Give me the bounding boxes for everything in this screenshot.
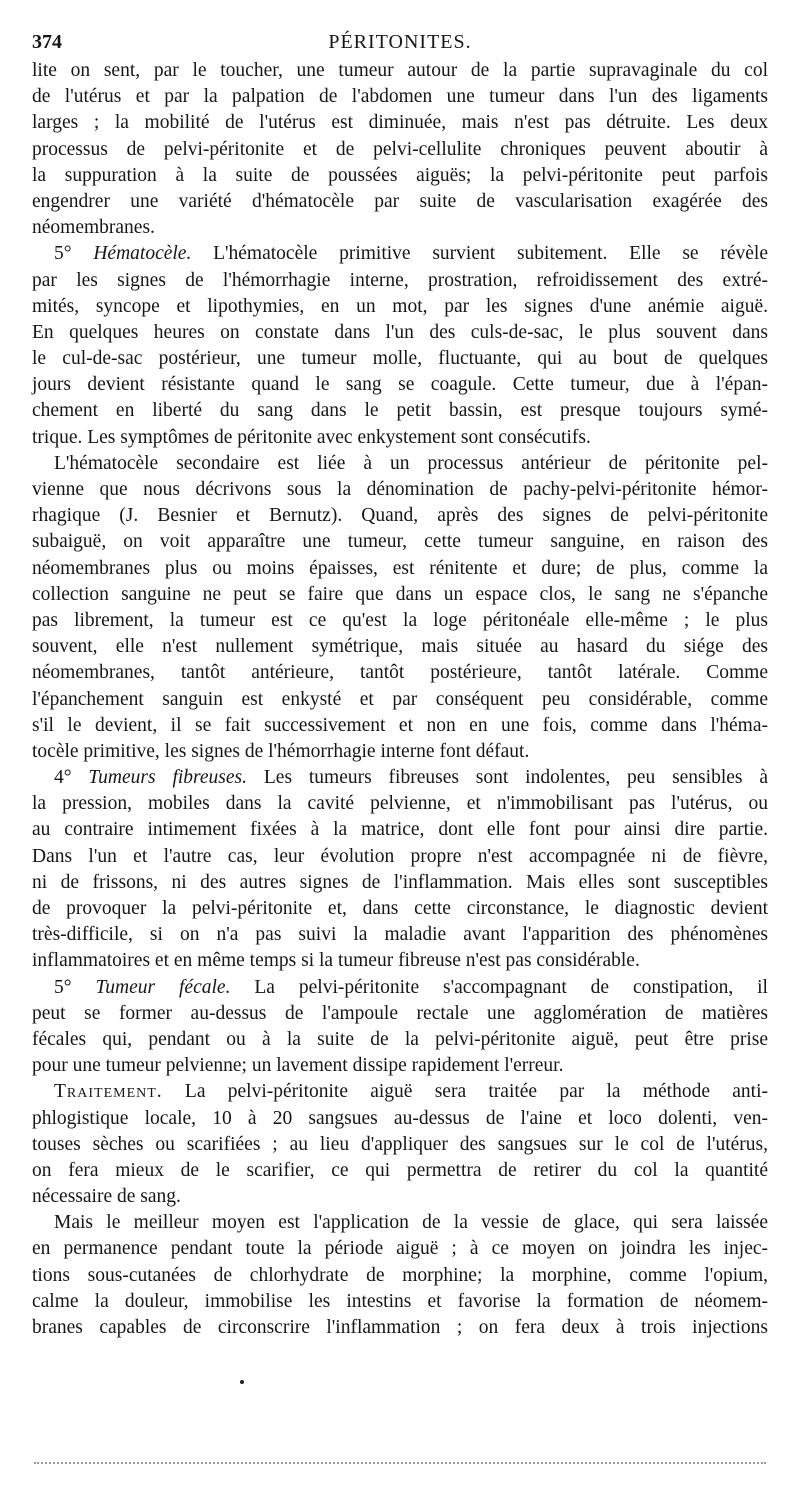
text-line: tions sous-cutanées de chlorhydrate de morphine; la morphine, comme l'opium, xyxy=(32,1264,768,1286)
paragraph-traitement xyxy=(32,1079,768,1210)
section-heading: Hématocèle. xyxy=(93,243,192,265)
text-line xyxy=(32,241,768,267)
section-heading: Tumeur fécale. xyxy=(95,976,231,998)
text-line: l'épanchement sanguin est enkysté et par conséquent peu considérable, comme xyxy=(32,688,768,710)
section-heading: Traitement. xyxy=(54,1081,163,1103)
text-line: peut se former au-dessus de l'ampoule rectale une agglomération de matières xyxy=(32,1002,768,1024)
text-run: La pelvi-péritonite s'accompagnant de constipation, il xyxy=(230,976,768,998)
running-title: PÉRITONITES. xyxy=(328,31,472,53)
section-number: 5° xyxy=(54,976,96,998)
text-line: larges ; la mobilité de l'utérus est diminuée, mais n'est pas détruite. Les deux xyxy=(32,112,768,134)
text-line: lite on sent, par le toucher, une tumeur autour de la partie supravaginale du col xyxy=(32,60,768,81)
text-line: de l'utérus et par la palpation de l'abdomen une tumeur dans l'un des ligaments xyxy=(32,86,768,108)
paragraph-tumeur-fecale xyxy=(32,975,768,1080)
paragraph-hematocele-secondaire xyxy=(32,451,768,765)
section-heading: Tumeurs fibreuses. xyxy=(88,767,248,789)
book-page xyxy=(32,26,768,1341)
text-line: inflammatoires et en même temps si la tumeur fibreuse n'est pas considérable. xyxy=(32,950,640,972)
text-line: L'hématocèle secondaire est liée à un processus antérieur de péritonite pel- xyxy=(54,452,768,474)
text-line: jours devient résistante quand le sang se coagule. Cette tumeur, due à l'épan- xyxy=(32,374,768,396)
text-line: néomembranes plus ou moins épaisses, est rénitente et dure; de plus, comme la xyxy=(32,557,768,579)
text-line: la suppuration à la suite de poussées aiguës; la pelvi-péritonite peut parfois xyxy=(32,164,768,186)
section-number: 4° xyxy=(54,767,89,789)
text-line: calme la douleur, immobilise les intestins et favorise la formation de néomem- xyxy=(32,1290,768,1312)
text-line: par les signes de l'hémorrhagie interne, prostration, refroidissement des extré- xyxy=(32,269,768,291)
text-line: néomembranes. xyxy=(32,217,155,239)
text-line: néomembranes, tantôt antérieure, tantôt postérieure, tantôt latérale. Comme xyxy=(32,662,768,684)
text-run: La pelvi-péritonite aiguë sera traitée par la méthode anti- xyxy=(162,1081,768,1103)
text-line: de provoquer la pelvi-péritonite et, dans cette circonstance, le diagnostic devient xyxy=(32,898,768,919)
text-line: pas librement, la tumeur est ce qu'est la loge péritonéale elle-même ; le plus xyxy=(32,609,768,631)
text-line: la pression, mobiles dans la cavité pelvienne, et n'immobilisant pas l'utérus, ou xyxy=(32,793,768,815)
paragraph-hematocele xyxy=(32,241,768,451)
text-line: vienne que nous décrivons sous la dénomination de pachy-pelvi-péritonite hémor- xyxy=(32,479,768,500)
section-number: 5° xyxy=(54,243,94,265)
text-line: branes capables de circonscrire l'inflammation ; on fera deux à trois injections xyxy=(32,1317,768,1338)
text-line: souvent, elle n'est nullement symétrique, mais située au hasard du siége des xyxy=(32,636,768,658)
text-line: très-difficile, si on n'a pas suivi la maladie avant l'apparition des phénomènes xyxy=(32,924,768,946)
text-run: L'hématocèle primitive survient subitement. Elle se révèle xyxy=(191,243,768,265)
text-line: en permanence pendant toute la période aiguë ; à ce moyen on joindra les injec- xyxy=(32,1238,768,1260)
text-line: Mais le meilleur moyen est l'application de la vessie de glace, qui sera laissée xyxy=(54,1212,768,1234)
bottom-dotted-rule xyxy=(34,1462,766,1464)
text-line: tocèle primitive, les signes de l'hémorrhagie interne font défaut. xyxy=(32,740,530,762)
text-line: s'il le devient, il se fait successivement et non en une fois, comme dans l'héma- xyxy=(32,714,768,736)
ink-speck xyxy=(240,1380,244,1384)
text-line: fécales qui, pendant ou à la suite de la pelvi-péritonite aiguë, peut être prise xyxy=(32,1028,768,1050)
text-line: le cul-de-sac postérieur, une tumeur molle, fluctuante, qui au bout de quelques xyxy=(32,348,768,370)
text-line: En quelques heures on constate dans l'un des culs-de-sac, le plus souvent dans xyxy=(32,321,768,343)
text-line: processus de pelvi-péritonite et de pelvi-cellulite chroniques peuvent aboutir à xyxy=(32,138,768,160)
text-line: nécessaire de sang. xyxy=(32,1186,181,1208)
text-run: Les tumeurs fibreuses sont indolentes, peu sensibles à xyxy=(247,767,768,789)
text-line: subaiguë, on voit apparaître une tumeur, cette tumeur sanguine, en raison des xyxy=(32,531,768,553)
text-line: on fera mieux de le scarifier, ce qui permettra de retirer du col la quantité xyxy=(32,1159,768,1181)
text-line: ni de frissons, ni des autres signes de l'inflammation. Mais elles sont susceptibles xyxy=(32,871,768,893)
text-line: Dans l'un et l'autre cas, leur évolution propre n'est accompagnée ni de fièvre, xyxy=(32,845,768,867)
paragraph-continuation xyxy=(32,58,768,241)
text-line: rhagique (J. Besnier et Bernutz). Quand, après des signes de pelvi-péritonite xyxy=(32,505,768,527)
text-line: collection sanguine ne peut se faire que dans un espace clos, le sang ne s'épanche xyxy=(32,583,768,605)
text-line xyxy=(32,1079,768,1105)
text-line: trique. Les symptômes de péritonite avec enkystement sont consécutifs. xyxy=(32,426,591,448)
text-line: pour une tumeur pelvienne; un lavement dissipe rapidement l'erreur. xyxy=(32,1055,564,1077)
text-line xyxy=(32,765,768,791)
text-line: chement en liberté du sang dans le petit bassin, est presque toujours symé- xyxy=(32,400,768,422)
text-line: phlogistique locale, 10 à 20 sangsues au-dessus de l'aine et loco dolenti, ven- xyxy=(32,1107,768,1129)
paragraph-tumeurs-fibreuses xyxy=(32,765,768,975)
body-text xyxy=(32,58,768,1341)
page-header xyxy=(32,26,768,58)
text-line: mités, syncope et lipothymies, en un mot, par les signes d'une anémie aiguë. xyxy=(32,295,768,317)
page-number: 374 xyxy=(32,31,62,53)
text-line: touses sèches ou scarifiées ; au lieu d'appliquer des sangsues sur le col de l'utérus, xyxy=(32,1133,768,1155)
text-line: engendrer une variété d'hématocèle par suite de vascularisation exagérée des xyxy=(32,190,768,212)
text-line xyxy=(32,975,768,1001)
text-line: au contraire intimement fixées à la matrice, dont elle font pour ainsi dire partie. xyxy=(32,819,768,841)
paragraph-meilleur-moyen xyxy=(32,1210,768,1341)
